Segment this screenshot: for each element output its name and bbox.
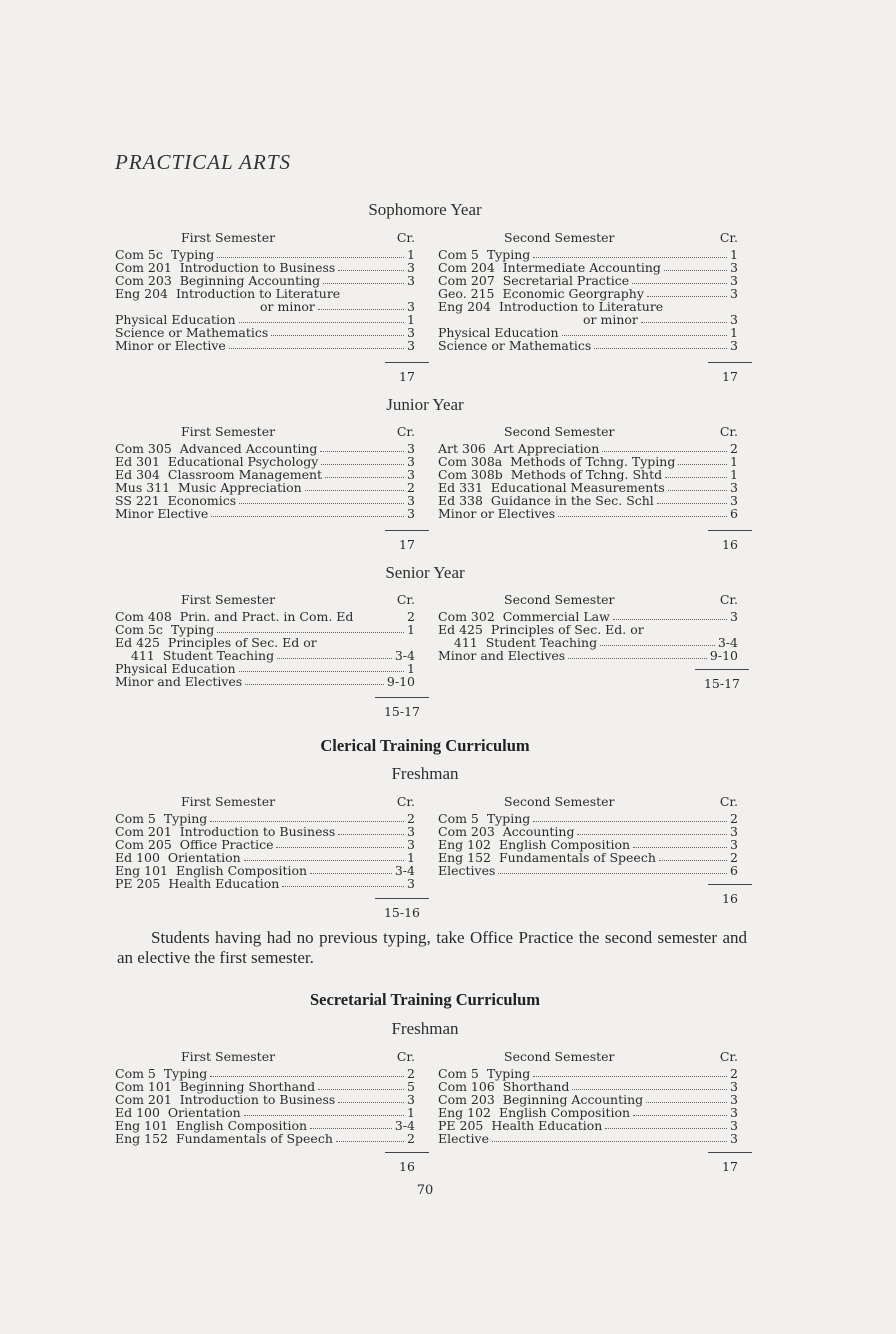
course-credits: 2 — [407, 480, 415, 495]
course-name: or minor — [260, 299, 315, 314]
course-name: Elective — [438, 1131, 490, 1146]
semester-header — [115, 425, 415, 441]
course-row — [438, 507, 738, 520]
course-credits: 3-4 — [394, 1118, 415, 1133]
credits-label: Cr. — [396, 794, 415, 809]
course-credits: 1 — [407, 1105, 415, 1120]
leader-dots — [320, 451, 404, 452]
leader-dots — [533, 257, 727, 258]
leader-dots — [282, 886, 404, 887]
course-name: Physical Education — [115, 312, 236, 327]
course-name: Com 5c Typing — [115, 247, 215, 262]
leader-dots — [613, 619, 727, 620]
senior-second-semester — [438, 593, 738, 662]
course-credits: 3 — [407, 876, 415, 891]
course-name: Ed 100 Orientation — [115, 850, 241, 865]
course-name: Ed 425 Principles of Sec. Ed. or — [438, 622, 644, 637]
course-name: Com 101 Beginning Shorthand — [115, 1079, 316, 1094]
course-name: Eng 102 English Composition — [438, 837, 631, 852]
credits-label: Cr. — [719, 794, 738, 809]
course-name: Com 5 Typing — [438, 247, 531, 262]
course-row — [115, 1132, 415, 1145]
sophomore-second-semester — [438, 231, 738, 352]
course-name: 411 Student Teaching — [438, 635, 598, 650]
leader-dots — [325, 477, 404, 478]
semester-header — [438, 1050, 738, 1066]
course-credits: 3 — [407, 493, 415, 508]
course-credits: 3 — [730, 837, 738, 852]
semester-header — [438, 593, 738, 609]
leader-dots — [668, 490, 727, 491]
course-name: Ed 331 Educational Measurements — [438, 480, 665, 495]
course-row — [438, 649, 738, 662]
course-credits: 3 — [730, 493, 738, 508]
course-credits: 3 — [730, 1105, 738, 1120]
course-name: Com 201 Introduction to Business — [115, 260, 336, 275]
secretarial-freshman-title: Freshman — [391, 1019, 459, 1038]
course-credits: 1 — [730, 454, 738, 469]
leader-dots — [659, 860, 727, 861]
leader-dots — [229, 348, 404, 349]
semester-label: First Semester — [181, 424, 276, 439]
credits-label: Cr. — [396, 424, 415, 439]
course-credits: 1 — [407, 312, 415, 327]
leader-dots — [211, 516, 404, 517]
leader-dots — [600, 645, 715, 646]
course-name: Com 203 Beginning Accounting — [115, 273, 321, 288]
course-name: Mus 311 Music Appreciation — [115, 480, 302, 495]
leader-dots — [338, 1102, 404, 1103]
junior-first-total: 17 — [385, 530, 429, 552]
credits-label: Cr. — [396, 230, 415, 245]
course-row — [438, 864, 738, 877]
leader-dots — [321, 464, 404, 465]
leader-dots — [558, 516, 727, 517]
semester-header — [115, 593, 415, 609]
leader-dots — [245, 684, 384, 685]
page-number: 70 — [416, 1183, 434, 1198]
leader-dots — [647, 296, 727, 297]
course-name: Com 408 Prin. and Pract. in Com. Ed — [115, 609, 354, 624]
course-name: SS 221 Economics — [115, 493, 237, 508]
leader-dots — [276, 847, 404, 848]
leader-dots — [562, 335, 727, 336]
course-name: Ed 425 Principles of Sec. Ed or — [115, 635, 317, 650]
course-name: Com 5c Typing — [115, 622, 215, 637]
course-credits: 2 — [407, 609, 415, 624]
leader-dots — [244, 1115, 404, 1116]
course-credits: 1 — [730, 247, 738, 262]
course-name: Com 305 Advanced Accounting — [115, 441, 318, 456]
course-credits: 2 — [407, 1066, 415, 1081]
course-name: or minor — [583, 312, 638, 327]
secretarial-first-total: 16 — [385, 1152, 429, 1174]
sophomore-second-total: 17 — [708, 362, 752, 384]
course-credits: 3 — [730, 824, 738, 839]
leader-dots — [572, 1089, 727, 1090]
course-credits: 2 — [407, 1131, 415, 1146]
leader-dots — [318, 309, 404, 310]
course-name: Com 308b Methods of Tchng. Shtd — [438, 467, 663, 482]
course-credits: 3 — [730, 609, 738, 624]
leader-dots — [310, 873, 392, 874]
leader-dots — [210, 1076, 404, 1077]
course-credits: 1 — [407, 247, 415, 262]
course-name: Com 5 Typing — [115, 811, 208, 826]
senior-first-total: 15-17 — [375, 697, 429, 719]
course-credits: 1 — [407, 850, 415, 865]
course-credits: 3 — [407, 824, 415, 839]
leader-dots — [633, 847, 727, 848]
course-name: Physical Education — [438, 325, 559, 340]
course-credits: 3 — [730, 1092, 738, 1107]
junior-second-semester — [438, 425, 738, 520]
course-name: Minor or Electives — [438, 506, 556, 521]
leader-dots — [678, 464, 727, 465]
semester-label: First Semester — [181, 230, 276, 245]
credits-label: Cr. — [396, 1049, 415, 1064]
course-name: Eng 204 Introduction to Literature — [438, 299, 664, 314]
leader-dots — [633, 1115, 727, 1116]
leader-dots — [318, 1089, 404, 1090]
course-name: Minor Elective — [115, 506, 209, 521]
leader-dots — [277, 658, 392, 659]
course-credits: 3 — [730, 260, 738, 275]
course-name: PE 205 Health Education — [115, 876, 280, 891]
course-row — [438, 1132, 738, 1145]
semester-label: First Semester — [181, 794, 276, 809]
course-credits: 3 — [407, 1092, 415, 1107]
course-credits: 9-10 — [386, 674, 415, 689]
leader-dots — [641, 322, 727, 323]
typing-note: Students having had no previous typing, take Office Practice the second semester and an elective the first semester. — [117, 928, 747, 967]
semester-label: Second Semester — [504, 1049, 615, 1064]
clerical-curriculum-title: Clerical Training Curriculum — [320, 736, 530, 755]
secretarial-second-total: 17 — [708, 1152, 752, 1174]
course-credits: 3 — [407, 441, 415, 456]
course-credits: 3 — [407, 299, 415, 314]
course-name: 411 Student Teaching — [115, 648, 275, 663]
leader-dots — [533, 821, 727, 822]
course-name: Minor and Electives — [438, 648, 566, 663]
course-credits: 6 — [730, 506, 738, 521]
semester-header — [115, 231, 415, 247]
leader-dots — [594, 348, 727, 349]
semester-label: First Semester — [181, 592, 276, 607]
course-name: Com 205 Office Practice — [115, 837, 274, 852]
course-name: Com 302 Commercial Law — [438, 609, 610, 624]
course-name: Com 204 Intermediate Accounting — [438, 260, 661, 275]
course-credits: 3 — [407, 325, 415, 340]
leader-dots — [492, 1141, 727, 1142]
semester-header — [115, 1050, 415, 1066]
course-name: Ed 304 Classroom Management — [115, 467, 323, 482]
course-name: Ed 301 Educational Psychology — [115, 454, 319, 469]
course-name: Eng 101 English Composition — [115, 863, 308, 878]
course-credits: 3 — [407, 837, 415, 852]
course-row — [115, 339, 415, 352]
course-credits: 3 — [407, 273, 415, 288]
course-name: Geo. 215 Economic Georgraphy — [438, 286, 644, 301]
semester-header — [438, 795, 738, 811]
course-credits: 3-4 — [394, 863, 415, 878]
clerical-first-total: 15-16 — [375, 898, 429, 920]
semester-label: Second Semester — [504, 230, 615, 245]
course-name: Com 106 Shorthand — [438, 1079, 570, 1094]
sophomore-first-total: 17 — [385, 362, 429, 384]
course-name: Com 5 Typing — [115, 1066, 208, 1081]
course-credits: 2 — [730, 850, 738, 865]
course-credits: 3-4 — [717, 635, 738, 650]
course-credits: 2 — [730, 811, 738, 826]
course-credits: 3-4 — [394, 648, 415, 663]
leader-dots — [498, 873, 727, 874]
leader-dots — [338, 834, 404, 835]
semester-header — [115, 795, 415, 811]
leader-dots — [632, 283, 727, 284]
course-row — [115, 675, 415, 688]
clerical-second-total: 16 — [708, 884, 752, 906]
course-name: Art 306 Art Appreciation — [438, 441, 600, 456]
leader-dots — [271, 335, 404, 336]
leader-dots — [217, 257, 404, 258]
course-credits: 5 — [407, 1079, 415, 1094]
course-name: Eng 102 English Composition — [438, 1105, 631, 1120]
semester-label: Second Semester — [504, 794, 615, 809]
course-name: Science or Mathematics — [115, 325, 269, 340]
semester-header — [438, 425, 738, 441]
leader-dots — [239, 671, 404, 672]
leader-dots — [577, 834, 727, 835]
senior-second-total: 15-17 — [695, 669, 749, 691]
credits-label: Cr. — [719, 424, 738, 439]
junior-second-total: 16 — [708, 530, 752, 552]
course-row — [438, 339, 738, 352]
section-title: PRACTICAL ARTS — [115, 150, 292, 174]
leader-dots — [568, 658, 707, 659]
course-credits: 1 — [730, 325, 738, 340]
credits-label: Cr. — [719, 1049, 738, 1064]
course-name: Science or Mathematics — [438, 338, 592, 353]
course-name: Com 203 Beginning Accounting — [438, 1092, 644, 1107]
course-name: Com 201 Introduction to Business — [115, 824, 336, 839]
course-credits: 9-10 — [709, 648, 738, 663]
credits-label: Cr. — [396, 592, 415, 607]
semester-header — [438, 231, 738, 247]
course-name: Com 5 Typing — [438, 811, 531, 826]
course-name: Ed 338 Guidance in the Sec. Schl — [438, 493, 654, 508]
leader-dots — [657, 503, 727, 504]
course-credits: 3 — [407, 338, 415, 353]
course-credits: 1 — [407, 661, 415, 676]
clerical-first-semester — [115, 795, 415, 890]
course-credits: 3 — [730, 1118, 738, 1133]
course-name: Com 5 Typing — [438, 1066, 531, 1081]
course-credits: 2 — [730, 1066, 738, 1081]
course-name: Com 207 Secretarial Practice — [438, 273, 630, 288]
junior-year-title: Junior Year — [386, 395, 464, 414]
course-credits: 3 — [407, 506, 415, 521]
leader-dots — [602, 451, 727, 452]
course-credits: 2 — [407, 811, 415, 826]
leader-dots — [646, 1102, 727, 1103]
leader-dots — [305, 490, 404, 491]
course-credits: 1 — [407, 622, 415, 637]
credits-label: Cr. — [719, 230, 738, 245]
course-row — [115, 877, 415, 890]
course-name: Com 308a Methods of Tchng. Typing — [438, 454, 676, 469]
semester-label: First Semester — [181, 1049, 276, 1064]
course-credits: 1 — [730, 467, 738, 482]
senior-first-semester — [115, 593, 415, 688]
course-name: Physical Education — [115, 661, 236, 676]
course-name: Ed 100 Orientation — [115, 1105, 241, 1120]
clerical-freshman-title: Freshman — [391, 764, 459, 783]
course-name: PE 205 Health Education — [438, 1118, 603, 1133]
clerical-second-semester — [438, 795, 738, 877]
leader-dots — [664, 270, 727, 271]
course-name: Electives — [438, 863, 496, 878]
secretarial-second-semester — [438, 1050, 738, 1145]
leader-dots — [217, 632, 404, 633]
course-credits: 3 — [730, 338, 738, 353]
course-credits: 3 — [730, 312, 738, 327]
secretarial-first-semester — [115, 1050, 415, 1145]
leader-dots — [336, 1141, 404, 1142]
leader-dots — [239, 503, 404, 504]
course-name: Eng 204 Introduction to Literature — [115, 286, 341, 301]
course-name: Minor or Elective — [115, 338, 226, 353]
leader-dots — [210, 821, 404, 822]
leader-dots — [323, 283, 404, 284]
leader-dots — [533, 1076, 727, 1077]
course-name: Eng 152 Fundamentals of Speech — [115, 1131, 333, 1146]
leader-dots — [665, 477, 727, 478]
course-credits: 2 — [730, 441, 738, 456]
leader-dots — [605, 1128, 727, 1129]
senior-year-title: Senior Year — [385, 563, 465, 582]
course-credits: 3 — [730, 480, 738, 495]
course-name: Eng 152 Fundamentals of Speech — [438, 850, 656, 865]
credits-label: Cr. — [719, 592, 738, 607]
course-credits: 3 — [407, 467, 415, 482]
course-name: Eng 101 English Composition — [115, 1118, 308, 1133]
course-name: Com 201 Introduction to Business — [115, 1092, 336, 1107]
sophomore-first-semester — [115, 231, 415, 352]
course-name: Com 203 Accounting — [438, 824, 575, 839]
leader-dots — [310, 1128, 392, 1129]
semester-label: Second Semester — [504, 592, 615, 607]
semester-label: Second Semester — [504, 424, 615, 439]
secretarial-curriculum-title: Secretarial Training Curriculum — [309, 990, 541, 1009]
course-name: Minor and Electives — [115, 674, 243, 689]
leader-dots — [239, 322, 404, 323]
course-credits: 3 — [407, 454, 415, 469]
course-credits: 3 — [730, 286, 738, 301]
course-credits: 3 — [730, 273, 738, 288]
junior-first-semester — [115, 425, 415, 520]
course-credits: 3 — [730, 1131, 738, 1146]
course-credits: 6 — [730, 863, 738, 878]
course-credits: 3 — [407, 260, 415, 275]
course-credits: 3 — [730, 1079, 738, 1094]
sophomore-year-title: Sophomore Year — [368, 200, 482, 219]
course-row — [115, 507, 415, 520]
leader-dots — [244, 860, 404, 861]
leader-dots — [338, 270, 404, 271]
